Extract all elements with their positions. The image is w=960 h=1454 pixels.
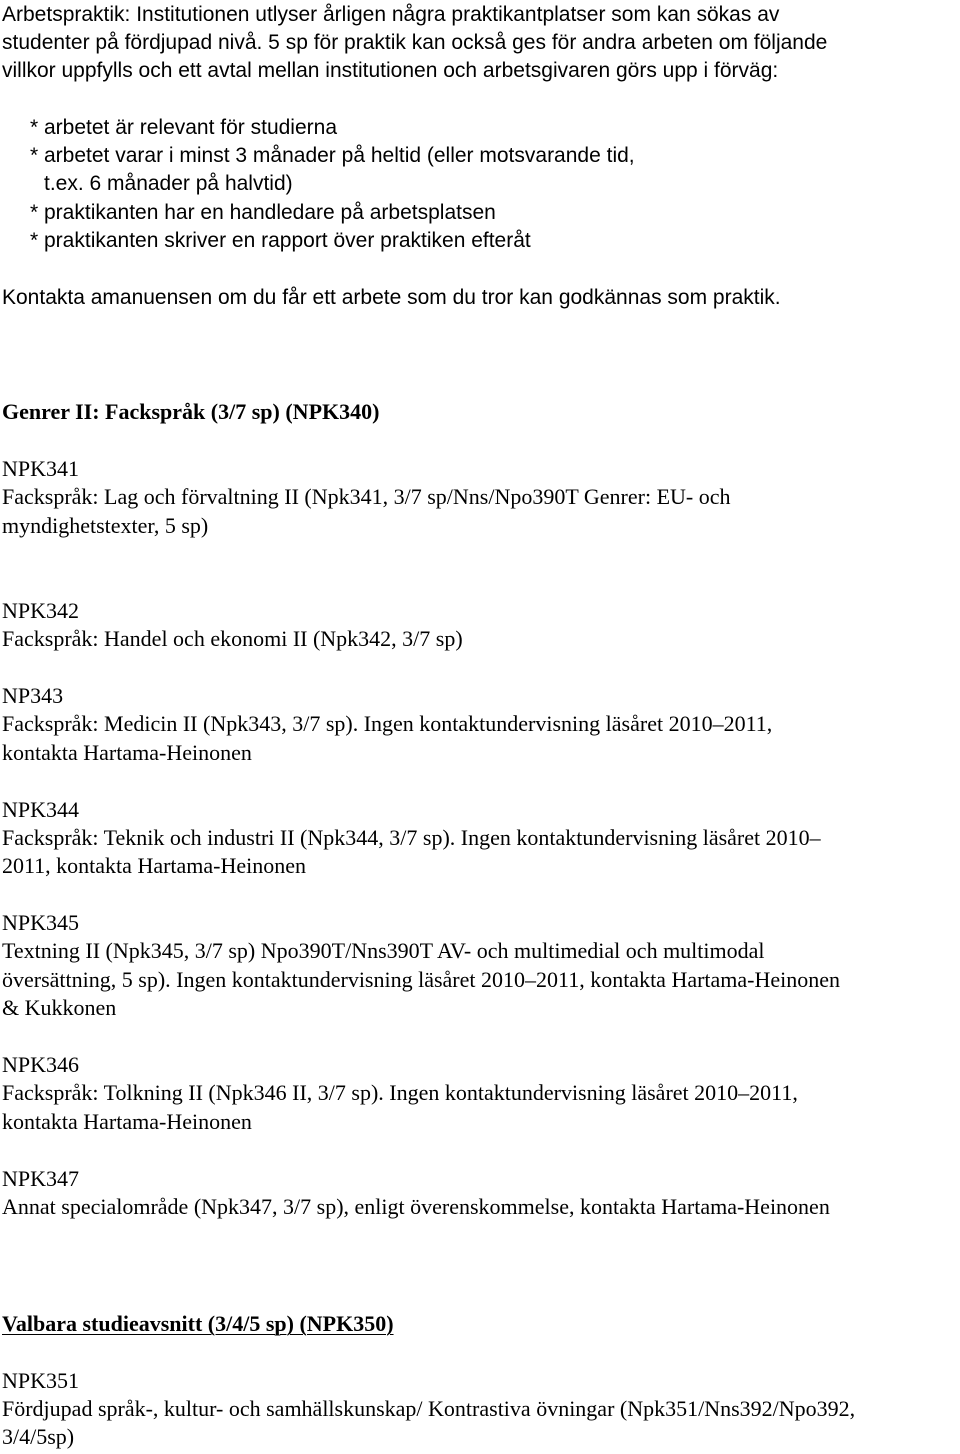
course-code: NPK342	[2, 598, 80, 623]
course-description: & Kukkonen	[2, 995, 117, 1020]
course-code: NP343	[2, 683, 64, 708]
course-description: Fackspråk: Handel och ekonomi II (Npk342, 3/7 sp)	[2, 626, 463, 651]
section-heading-valbara: Valbara studieavsnitt (3/4/5 sp) (NPK350)	[2, 1311, 394, 1336]
course-description: Annat specialområde (Npk347, 3/7 sp), enligt överenskommelse, kontakta Hartama-Heinonen	[2, 1194, 830, 1219]
course-code: NPK341	[2, 456, 80, 481]
course-description: 3/4/5sp)	[2, 1424, 75, 1449]
requirement-item-continuation: t.ex. 6 månader på halvtid)	[44, 172, 293, 195]
course-description: översättning, 5 sp). Ingen kontaktundervisning läsåret 2010–2011, kontakta Hartama-Heinonen	[2, 967, 841, 992]
course-code: NPK351	[2, 1368, 80, 1393]
course-description: myndighetstexter, 5 sp)	[2, 513, 209, 538]
intro-line: Arbetspraktik: Institutionen utlyser årligen några praktikantplatser som kan sökas av	[2, 3, 780, 26]
course-description: Fackspråk: Tolkning II (Npk346 II, 3/7 sp). Ingen kontaktundervisning läsåret 2010–2011,	[2, 1080, 798, 1105]
requirement-item: * arbetet är relevant för studierna	[30, 116, 338, 139]
course-description: kontakta Hartama-Heinonen	[2, 740, 252, 765]
requirement-item: * arbetet varar i minst 3 månader på heltid (eller motsvarande tid,	[30, 144, 635, 167]
contact-note: Kontakta amanuensen om du får ett arbete som du tror kan godkännas som praktik.	[2, 286, 781, 309]
course-code: NPK346	[2, 1052, 80, 1077]
course-code: NPK347	[2, 1166, 80, 1191]
course-description: Fackspråk: Medicin II (Npk343, 3/7 sp). Ingen kontaktundervisning läsåret 2010–2011,	[2, 711, 773, 736]
course-description: Fördjupad språk-, kultur- och samhällskunskap/ Kontrastiva övningar (Npk351/Nns392/Npo392,	[2, 1396, 856, 1421]
course-description: kontakta Hartama-Heinonen	[2, 1109, 252, 1134]
requirement-item: * praktikanten skriver en rapport över praktiken efteråt	[30, 229, 531, 252]
intro-line: studenter på fördjupad nivå. 5 sp för praktik kan också ges för andra arbeten om följande	[2, 31, 828, 54]
course-description: Fackspråk: Lag och förvaltning II (Npk341, 3/7 sp/Nns/Npo390T Genrer: EU- och	[2, 484, 731, 509]
course-description: Textning II (Npk345, 3/7 sp) Npo390T/Nns390T AV- och multimedial och multimodal	[2, 938, 765, 963]
requirement-item: * praktikanten har en handledare på arbetsplatsen	[30, 201, 496, 224]
course-code: NPK344	[2, 797, 80, 822]
intro-line: villkor uppfylls och ett avtal mellan institutionen och arbetsgivaren görs upp i förväg:	[2, 59, 779, 82]
course-code: NPK345	[2, 910, 80, 935]
course-description: 2011, kontakta Hartama-Heinonen	[2, 853, 307, 878]
section-heading-genrer: Genrer II: Fackspråk (3/7 sp) (NPK340)	[2, 399, 380, 424]
course-description: Fackspråk: Teknik och industri II (Npk344, 3/7 sp). Ingen kontaktundervisning läsåret 2010–	[2, 825, 821, 850]
